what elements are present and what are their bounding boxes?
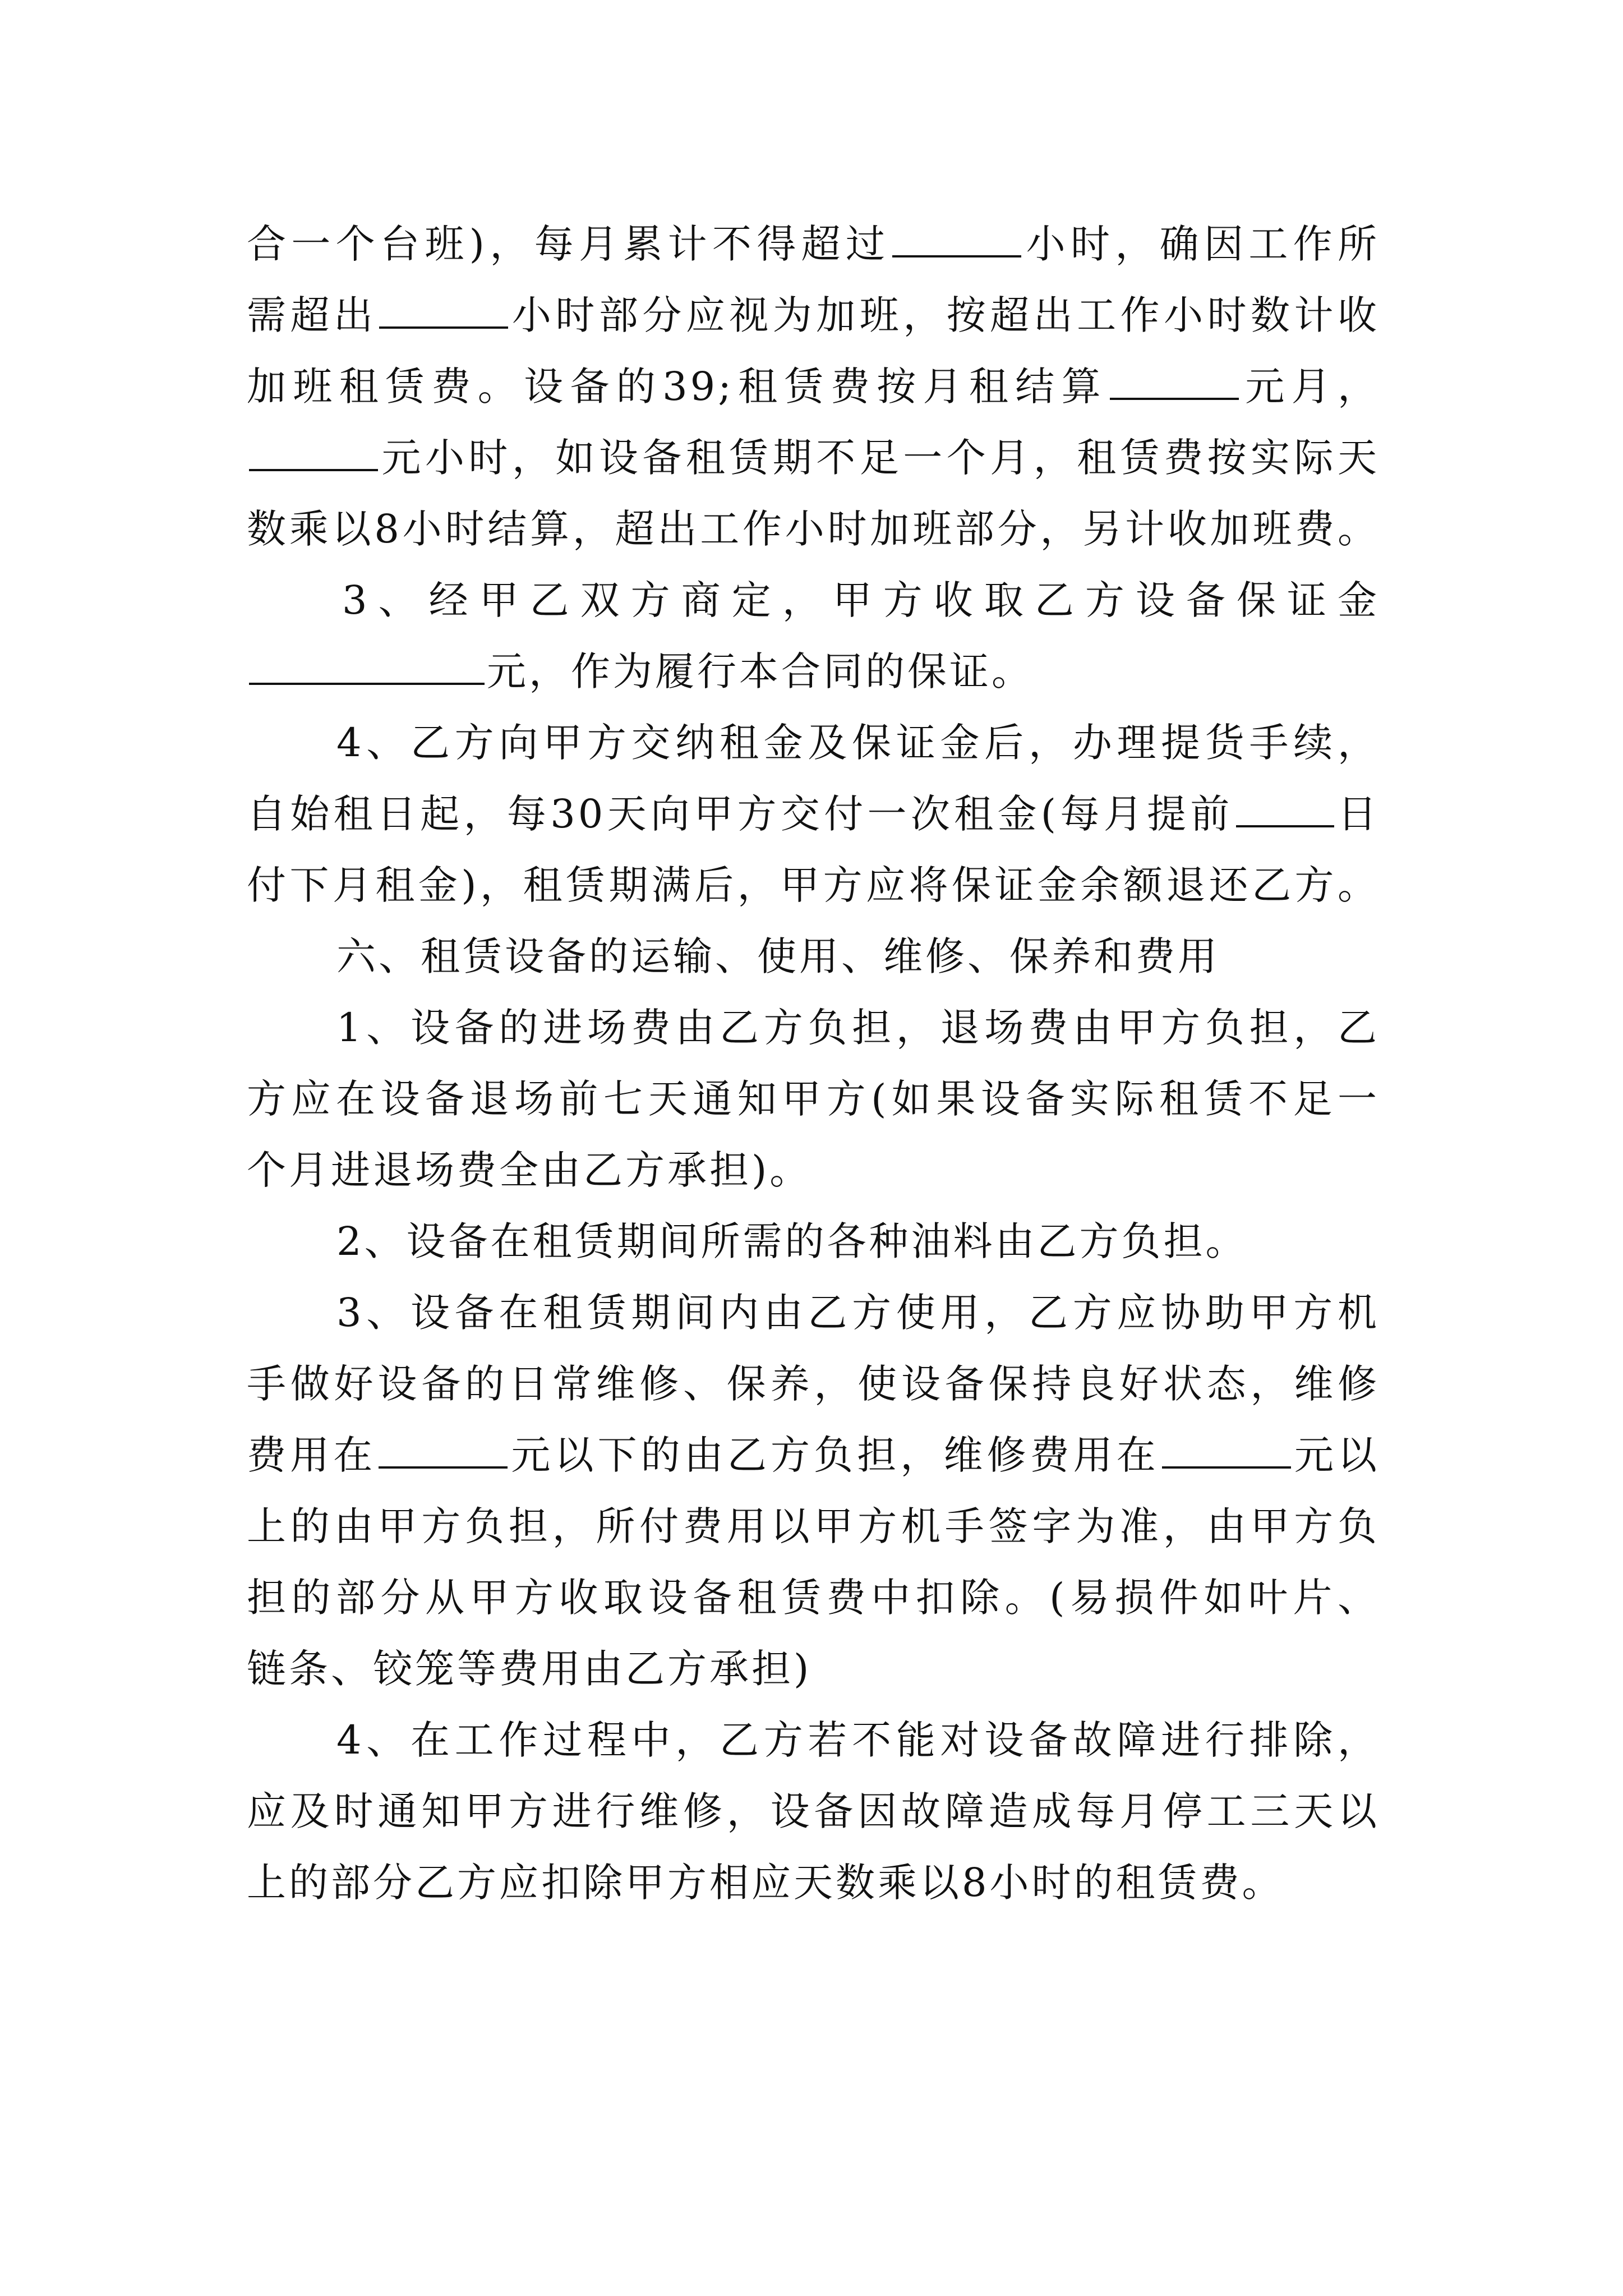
text-line	[247, 1846, 1380, 1919]
fill-in-blank	[1236, 788, 1334, 827]
text-line	[247, 849, 1380, 922]
section-heading	[336, 920, 1469, 993]
text-line	[247, 350, 1380, 423]
fill-in-blank	[379, 289, 508, 329]
text-segment: 六、租赁设备的运输、使用、维修、保养和费用	[336, 933, 1220, 979]
text-segment: 日	[1336, 791, 1380, 837]
text-line	[247, 1775, 1380, 1848]
text-line	[247, 1419, 1380, 1492]
text-line	[247, 1490, 1380, 1563]
text-segment: 4、在工作过程中，乙方若不能对设备故障进行排除，	[336, 1717, 1380, 1763]
text-segment: 小时，确因工作所	[1023, 221, 1380, 267]
text-segment: 需超出	[247, 292, 377, 338]
text-segment: 3、经甲乙双方商定，甲方收取乙方设备保证金	[342, 577, 1380, 623]
text-line	[336, 991, 1380, 1064]
text-segment: 上的由甲方负担，所付费用以甲方机手签字为准，由甲方负	[247, 1503, 1380, 1549]
text-segment: 合一个台班)，每月累计不得超过	[247, 221, 891, 267]
text-segment: 小时部分应视为加班，按超出工作小时数计收	[510, 292, 1380, 338]
text-line	[336, 1704, 1380, 1777]
fill-in-blank	[249, 432, 378, 471]
text-segment: 元以下的由乙方负担，维修费用在	[510, 1432, 1160, 1478]
text-line	[247, 1062, 1380, 1135]
text-line	[247, 1134, 1380, 1207]
text-segment: 元以	[1293, 1432, 1380, 1478]
text-line	[247, 421, 1380, 494]
text-segment: 元月，	[1241, 364, 1380, 409]
text-line	[336, 1276, 1380, 1349]
text-segment: 上的部分乙方应扣除甲方相应天数乘以8小时的租赁费。	[247, 1860, 1284, 1906]
text-line	[247, 493, 1380, 565]
text-segment: 担的部分从甲方收取设备租赁费中扣除。(易损件如叶片、	[247, 1575, 1380, 1621]
text-line	[247, 635, 1380, 708]
text-line	[247, 1632, 1380, 1705]
text-segment: 元，作为履行本合同的保证。	[487, 648, 1034, 694]
text-segment: 1、设备的进场费由乙方负担，退场费由甲方负担，乙	[336, 1005, 1380, 1051]
fill-in-blank	[249, 646, 485, 685]
text-line	[247, 1347, 1380, 1420]
text-line	[342, 564, 1380, 637]
text-segment: 元小时，如设备租赁期不足一个月，租赁费按实际天	[380, 435, 1380, 481]
text-segment: 3、设备在租赁期间内由乙方使用，乙方应协助甲方机	[336, 1290, 1380, 1336]
text-line	[336, 1205, 1469, 1278]
text-line	[247, 208, 1380, 280]
text-segment: 加班租赁费。设备的39;租赁费按月租结算	[247, 364, 1108, 409]
text-segment: 应及时通知甲方进行维修，设备因故障造成每月停工三天以	[247, 1788, 1380, 1834]
text-line	[247, 279, 1380, 352]
text-segment: 4、乙方向甲方交纳租金及保证金后，办理提货手续，	[336, 720, 1380, 766]
text-segment: 费用在	[247, 1432, 377, 1478]
fill-in-blank	[379, 1429, 508, 1469]
text-segment: 自始租日起，每30天向甲方交付一次租金(每月提前	[247, 791, 1234, 837]
text-segment: 数乘以8小时结算，超出工作小时加班部分，另计收加班费。	[247, 506, 1380, 552]
text-segment: 方应在设备退场前七天通知甲方(如果设备实际租赁不足一	[247, 1076, 1380, 1122]
text-line	[336, 706, 1380, 779]
text-line	[247, 777, 1380, 850]
text-segment: 链条、铰笼等费用由乙方承担)	[247, 1646, 812, 1692]
fill-in-blank	[1162, 1429, 1291, 1469]
text-line	[247, 1561, 1380, 1634]
fill-in-blank	[892, 218, 1021, 257]
text-segment: 手做好设备的日常维修、保养，使设备保持良好状态，维修	[247, 1361, 1380, 1407]
fill-in-blank	[1110, 361, 1239, 400]
text-segment: 付下月租金)，租赁期满后，甲方应将保证金余额退还乙方。	[247, 862, 1380, 908]
text-segment: 2、设备在租赁期间所需的各种油料由乙方负担。	[336, 1218, 1248, 1264]
text-segment: 个月进退场费全由乙方承担)。	[247, 1147, 812, 1193]
